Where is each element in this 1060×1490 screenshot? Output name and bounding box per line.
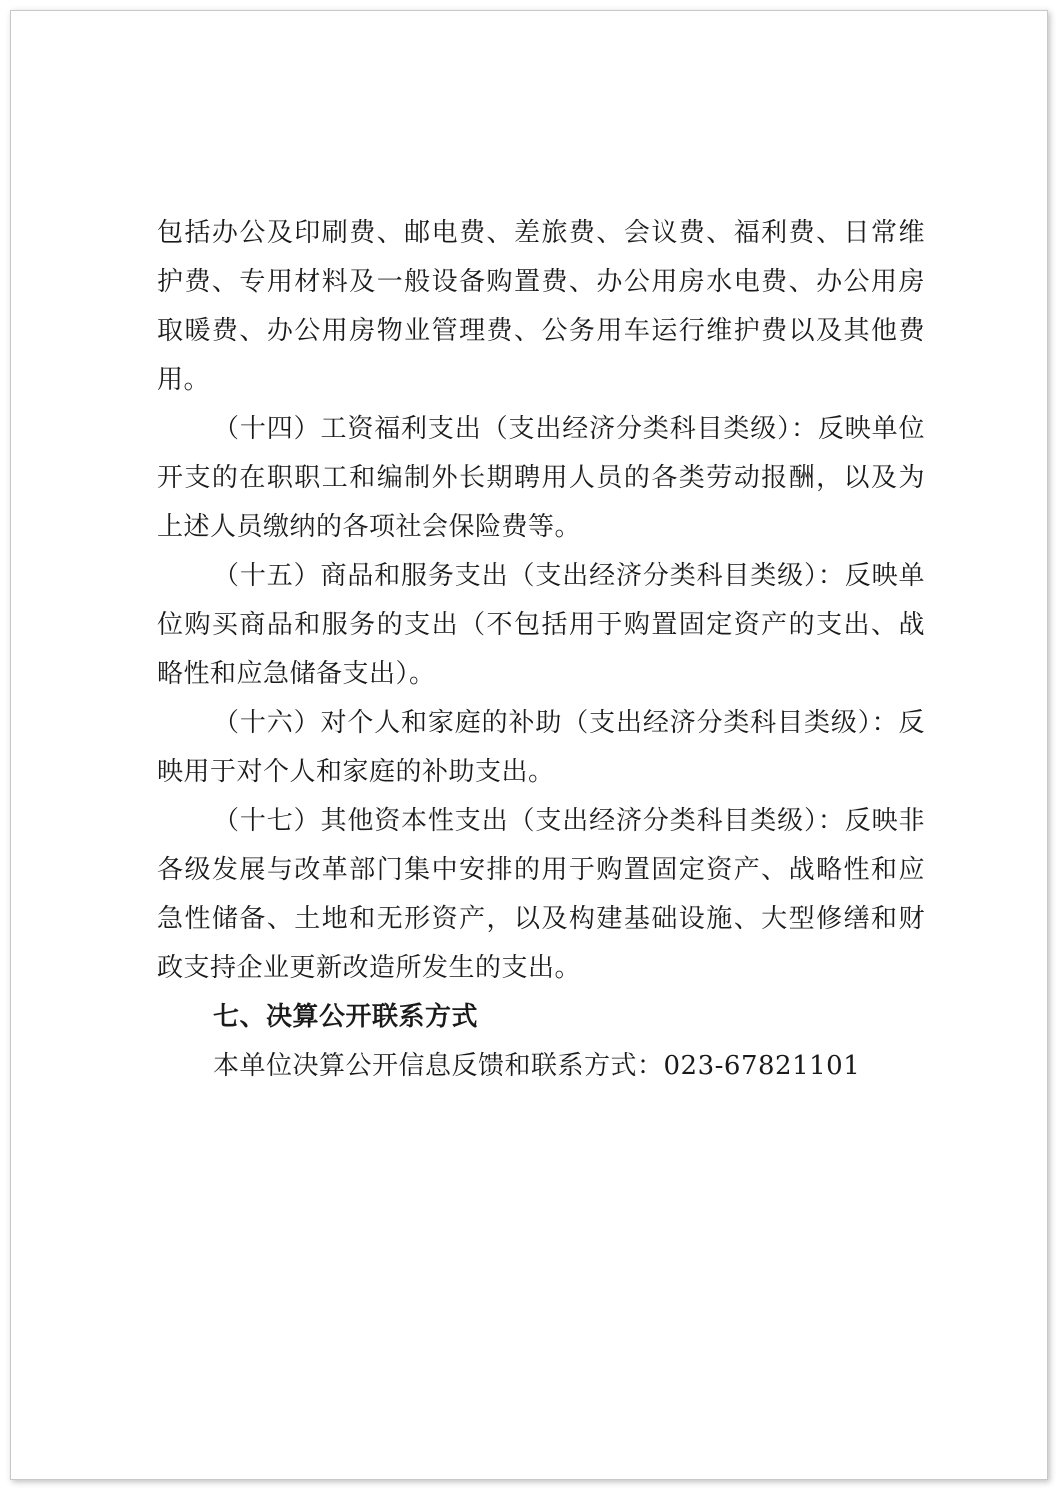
paragraph-salary-welfare-expenditure: （十四）工资福利支出（支出经济分类科目类级）：反映单位开支的在职职工和编制外长期聘用人员的各类劳动报酬，以及为上述人员缴纳的各项社会保险费等。	[157, 414, 925, 542]
paragraph-other-capital-expenditure: （十七）其他资本性支出（支出经济分类科目类级）：反映非各级发展与改革部门集中安排的用于购置固定资产、战略性和应急性储备、土地和无形资产，以及构建基础设施、大型修缮和财政支持企业更新改造所发生的支出。	[157, 806, 925, 983]
paragraph-continued-items: 包括办公及印刷费、邮电费、差旅费、会议费、福利费、日常维护费、专用材料及一般设备购置费、办公用房水电费、办公用房取暖费、办公用房物业管理费、公务用车运行维护费以及其他费用。	[157, 218, 925, 395]
document-page	[10, 10, 1048, 1480]
contact-line: 本单位决算公开信息反馈和联系方式：023-67821101	[213, 1051, 861, 1081]
document-body	[157, 209, 925, 1091]
paragraph-goods-services-expenditure: （十五）商品和服务支出（支出经济分类科目类级）：反映单位购买商品和服务的支出（不包括用于购置固定资产的支出、战略性和应急储备支出）。	[157, 561, 925, 689]
section-heading-contact: 七、决算公开联系方式	[213, 1002, 479, 1032]
paragraph-individual-household-subsidy: （十六）对个人和家庭的补助（支出经济分类科目类级）：反映用于对个人和家庭的补助支出。	[157, 708, 925, 787]
